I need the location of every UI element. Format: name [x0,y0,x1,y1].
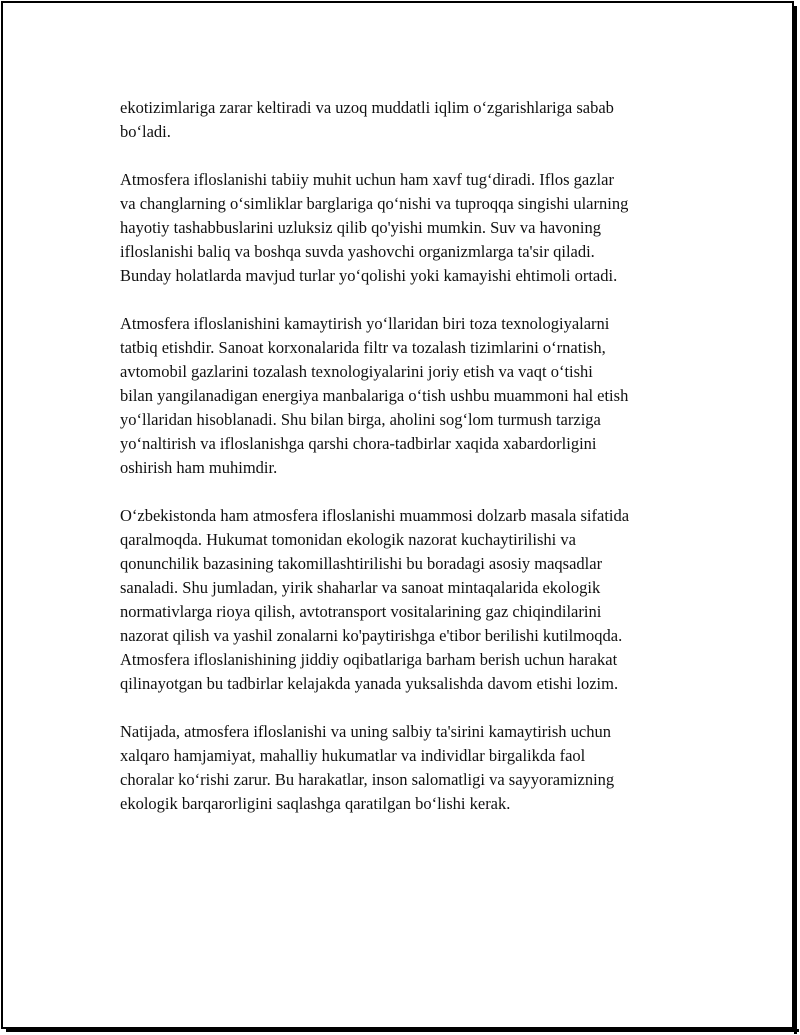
text-line: yo‘naltirish va ifloslanishga qarshi chora-tadbirlar xaqida xabardorligini [120,434,597,453]
paragraph-4 [120,504,700,696]
text-line: xalqaro hamjamiyat, mahalliy hukumatlar va individlar birgalikda faol [120,746,586,765]
paragraph-3 [120,312,700,480]
text-line: avtomobil gazlarini tozalash texnologiyalarini joriy etish va vaqt o‘tishi [120,362,593,381]
text-line: choralar ko‘rishi zarur. Bu harakatlar, inson salomatligi va sayyoramizning [120,770,615,789]
text-line: nazorat qilish va yashil zonalarni ko'paytirishga e'tibor berilishi kutilmoqda. [120,626,623,645]
text-line: va changlarning o‘simliklar barglariga qo‘nishi va tuproqqa singishi ularning [120,194,629,213]
text-line: qonunchilik bazasining takomillashtirilishi bu boradagi asosiy maqsadlar [120,554,603,573]
document-page [1,1,794,1029]
text-line: Atmosfera ifloslanishi tabiiy muhit uchun ham xavf tug‘diradi. Iflos gazlar [120,170,614,189]
text-line: hayotiy tashabbuslarini uzluksiz qilib qo'yishi mumkin. Suv va havoning [120,218,601,237]
document-body [120,96,700,840]
text-line: Bunday holatlarda mavjud turlar yo‘qolishi yoki kamayishi ehtimoli ortadi. [120,266,618,285]
text-line: oshirish ham muhimdir. [120,458,278,477]
text-line: yo‘llaridan hisoblanadi. Shu bilan birga, aholini sog‘lom turmush tarziga [120,410,601,429]
paragraph-1 [120,96,700,144]
text-line: Atmosfera ifloslanishining jiddiy oqibatlariga barham berish uchun harakat [120,650,618,669]
text-line: sanaladi. Shu jumladan, yirik shaharlar va sanoat mintaqalarida ekologik [120,578,601,597]
text-line: qaralmoqda. Hukumat tomonidan ekologik nazorat kuchaytirilishi va [120,530,576,549]
text-line: Atmosfera ifloslanishini kamaytirish yo‘llaridan biri toza texnologiyalarni [120,314,610,333]
text-line: bilan yangilanadigan energiya manbalariga o‘tish ushbu muammoni hal etish [120,386,629,405]
text-line: Natijada, atmosfera ifloslanishi va uning salbiy ta'sirini kamaytirish uchun [120,722,611,741]
text-line: normativlarga rioya qilish, avtotransport vositalarining gaz chiqindilarini [120,602,602,621]
text-line: ifloslanishi baliq va boshqa suvda yashovchi organizmlarga ta'sir qiladi. [120,242,595,261]
paragraph-5 [120,720,700,816]
text-line: ekologik barqarorligini saqlashga qaratilgan bo‘lishi kerak. [120,794,511,813]
text-line: bo‘ladi. [120,122,171,141]
paragraph-2 [120,168,700,288]
text-line: tatbiq etishdir. Sanoat korxonalarida filtr va tozalash tizimlarini o‘rnatish, [120,338,606,357]
text-line: O‘zbekistonda ham atmosfera ifloslanishi muammosi dolzarb masala sifatida [120,506,630,525]
text-line: qilinayotgan bu tadbirlar kelajakda yanada yuksalishda davom etishi lozim. [120,674,619,693]
text-line: ekotizimlariga zarar keltiradi va uzoq muddatli iqlim o‘zgarishlariga sabab [120,98,614,117]
